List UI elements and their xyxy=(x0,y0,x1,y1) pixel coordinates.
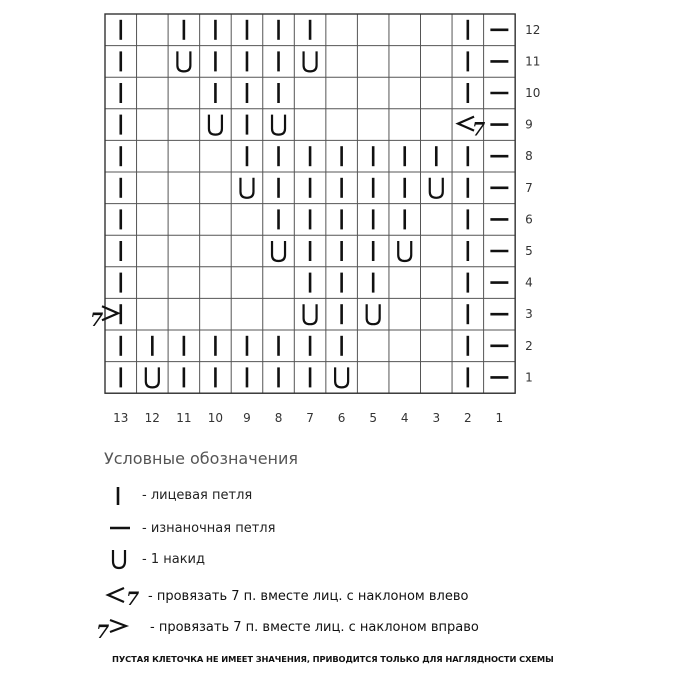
row-label: 3 xyxy=(525,307,533,322)
legend-footnote: ПУСТАЯ КЛЕТОЧКА НЕ ИМЕЕТ ЗНАЧЕНИЯ, ПРИВОДИТСЯ ТОЛЬКО ДЛЯ НАГЛЯДНОСТИ СХЕМЫ xyxy=(112,654,554,664)
row-label: 4 xyxy=(525,275,533,290)
yarn-over xyxy=(335,367,348,387)
yarn-over xyxy=(177,51,190,71)
row-label: 7 xyxy=(525,180,533,195)
row-label: 2 xyxy=(525,338,533,353)
yarn-over xyxy=(240,178,253,198)
legend-left-decrease-text: - провязать 7 п. вместе лиц. с наклоном влево xyxy=(148,589,469,604)
column-label: 10 xyxy=(207,411,224,426)
column-label: 4 xyxy=(400,411,409,426)
column-label: 6 xyxy=(337,411,346,426)
decrease-markers xyxy=(90,117,485,332)
row-label: 12 xyxy=(525,22,541,37)
legend-right-decrease-text: - провязать 7 п. вместе лиц. с наклоном вправо xyxy=(150,620,479,635)
yarn-over xyxy=(272,115,285,135)
legend-title: Условные обозначения xyxy=(104,449,299,468)
column-label: 11 xyxy=(176,411,192,426)
yarn-over xyxy=(398,241,411,261)
left-decrease-number: 7 xyxy=(126,588,140,610)
legend-purl-text: - изнаночная петля xyxy=(142,521,276,536)
yarn-over xyxy=(430,178,443,198)
column-label: 12 xyxy=(144,411,160,426)
row-label: 5 xyxy=(525,244,533,258)
row-label: 9 xyxy=(525,117,533,132)
left-decrease-number: 7 xyxy=(472,118,486,141)
column-label: 8 xyxy=(274,411,283,426)
column-labels xyxy=(113,411,503,425)
column-label: 2 xyxy=(464,411,472,426)
column-label: 9 xyxy=(243,411,251,426)
column-label: 5 xyxy=(369,411,377,426)
yarn-over xyxy=(304,51,317,71)
column-label: 13 xyxy=(113,411,129,426)
yarn-over xyxy=(209,115,222,135)
row-label: 8 xyxy=(525,149,533,164)
row-labels xyxy=(525,23,540,385)
yarn-over xyxy=(146,367,159,387)
column-label: 3 xyxy=(432,411,441,426)
row-label: 11 xyxy=(525,54,541,69)
right-decrease-number: 7 xyxy=(96,621,110,642)
yarn-over xyxy=(304,304,317,324)
row-label: 6 xyxy=(525,212,533,227)
legend-knit-text: - лицевая петля xyxy=(142,488,253,503)
yarn-over xyxy=(367,304,380,324)
legend-yarn-over-text: - 1 накид xyxy=(142,552,205,567)
right-decrease-number: 7 xyxy=(90,309,104,332)
column-label: 7 xyxy=(306,411,314,426)
row-label: 10 xyxy=(525,86,541,100)
column-label: 1 xyxy=(495,411,504,426)
yarn-over xyxy=(272,241,285,261)
row-label: 1 xyxy=(525,370,533,385)
